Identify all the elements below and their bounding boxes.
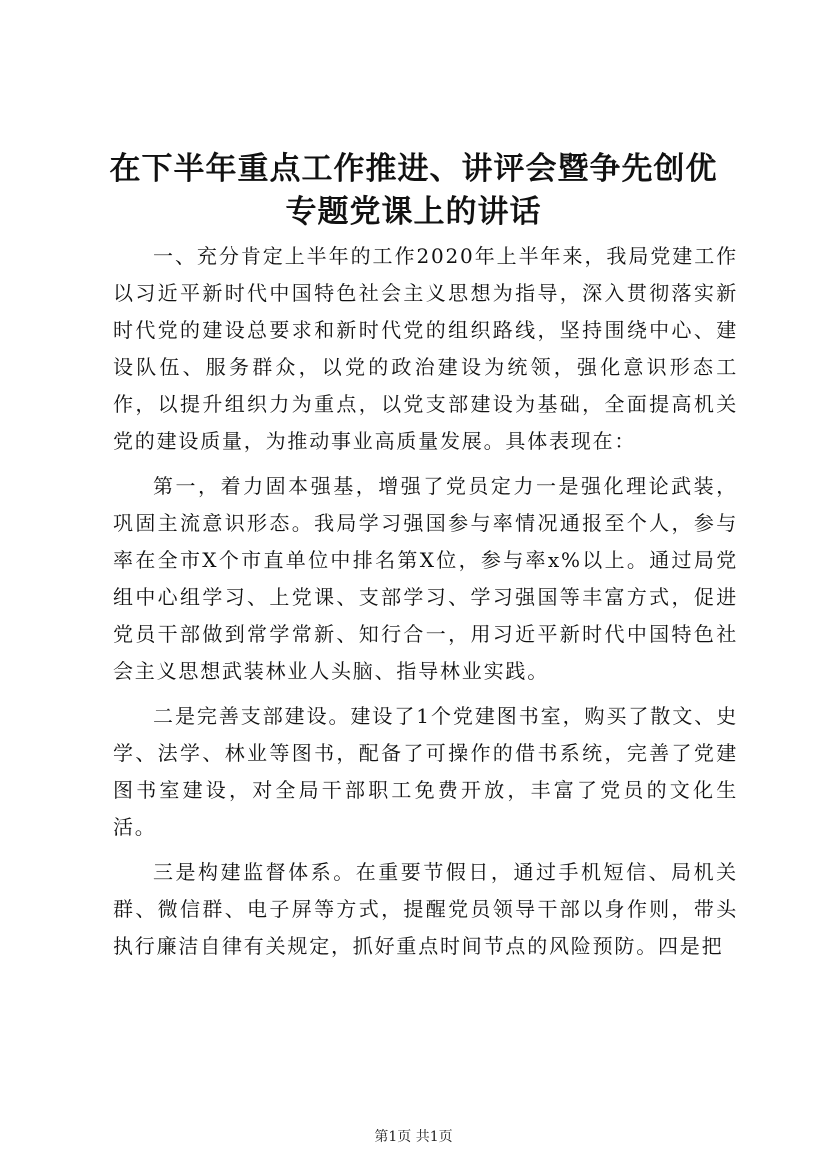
paragraph-4: 三是构建监督体系。在重要节假日，通过手机短信、局机关群、微信群、电子屏等方式，提醒党员领导干部以身作则，带头执行廉洁自律有关规定，抓好重点时间节点的风险预防。四是把: [113, 860, 738, 958]
paragraph-1: 一、充分肯定上半年的工作2020年上半年来，我局党建工作以习近平新时代中国特色社会主义思想为指导，深入贯彻落实新时代党的建设总要求和新时代党的组织路线，坚持围绕中心、建设队伍、服务群众，以党的政治建设为统领，强化意识形态工作，以提升组织力为重点，以党支部建设为基础，全面提高机关党的建设质量，为推动事业高质量发展。具体表现在：: [113, 244, 738, 453]
page-footer: 第1页 共1页: [374, 1129, 453, 1145]
paragraph-2: 第一，着力固本强基，增强了党员定力一是强化理论武装，巩固主流意识形态。我局学习强国参与率情况通报至个人，参与率在全市X个市直单位中排名第X位，参与率x%以上。通过局党组中心组学习、上党课、支部学习、学习强国等丰富方式，促进党员干部做到常学常新、知行合一，用习近平新时代中国特色社会主义思想武装林业人头脑、指导林业实践。: [113, 474, 738, 683]
document-body: [113, 238, 738, 973]
document-title: 在下半年重点工作推进、讲评会暨争先创优专题党课上的讲话: [109, 151, 718, 230]
paragraph-3: 二是完善支部建设。建设了1个党建图书室，购买了散文、史学、法学、林业等图书，配备了可操作的借书系统，完善了党建图书室建设，对全局干部职工免费开放，丰富了党员的文化生活。: [113, 704, 738, 839]
